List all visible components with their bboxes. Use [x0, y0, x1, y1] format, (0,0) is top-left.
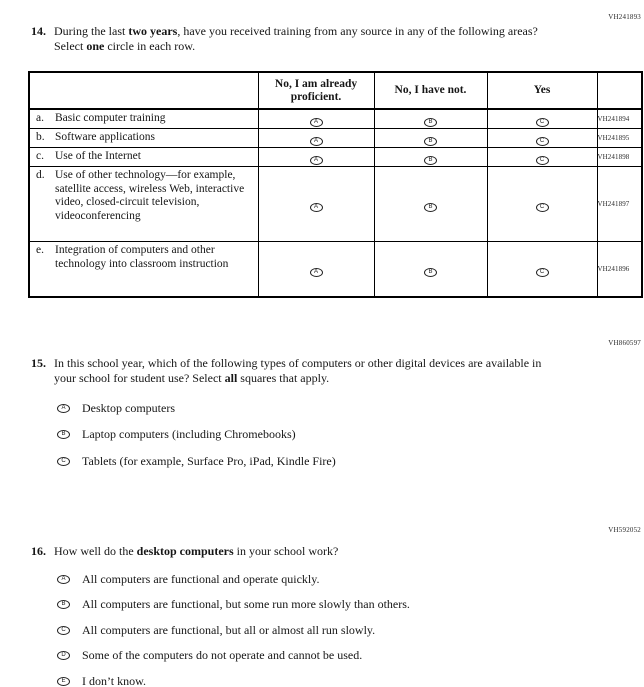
- answer-option: [57, 621, 410, 639]
- table-row: [29, 109, 642, 129]
- option-circle-c[interactable]: C: [536, 137, 549, 146]
- accession-code-q16: VH592052: [608, 526, 641, 534]
- row-letter: c.: [36, 150, 44, 162]
- table-row: [29, 242, 642, 297]
- option-circle-b[interactable]: B: [424, 268, 437, 277]
- header-yes: Yes: [487, 72, 597, 109]
- question-14-number: 14.: [31, 24, 46, 38]
- accession-code-q15: VH860597: [608, 339, 641, 347]
- question-16-number: 16.: [31, 544, 46, 558]
- row-letter: a.: [36, 112, 44, 124]
- question-16-options: [57, 570, 410, 687]
- row-label: Software applications: [55, 131, 155, 143]
- row-letter: d.: [36, 169, 45, 181]
- option-circle-c[interactable]: C: [536, 118, 549, 127]
- answer-option: [57, 399, 336, 417]
- option-label: I don’t know.: [82, 673, 146, 687]
- option-circle-b[interactable]: B: [57, 430, 70, 439]
- row-accession-code: VH241894: [597, 109, 642, 129]
- option-circle-a[interactable]: A: [310, 203, 323, 212]
- option-label: All computers are functional, but all or almost all run slowly.: [82, 622, 376, 637]
- answer-option: [57, 672, 410, 687]
- option-label: All computers are functional and operate quickly.: [82, 571, 320, 586]
- answer-option: [57, 596, 410, 614]
- option-circle-c[interactable]: C: [536, 268, 549, 277]
- accession-code-q14: VH241893: [608, 13, 641, 21]
- row-label: Use of other technology—for example, satellite access, wireless Web, interactive video, closed-circuit television, videoconferencing: [55, 169, 245, 222]
- table-row: [29, 129, 642, 148]
- row-letter: e.: [36, 244, 44, 256]
- header-blank: [29, 72, 258, 109]
- question-15-options: [57, 399, 336, 479]
- row-label: Integration of computers and other technology into classroom instruction: [55, 244, 229, 270]
- row-letter: b.: [36, 131, 45, 143]
- option-circle-b[interactable]: B: [57, 600, 70, 609]
- answer-option: [57, 426, 336, 444]
- question-15-text: In this school year, which of the following types of computers or other digital devices are available in your school for student use? Select all squares that apply.: [54, 356, 542, 385]
- table-row: [29, 167, 642, 242]
- option-circle-b[interactable]: B: [424, 156, 437, 165]
- option-circle-a[interactable]: A: [310, 137, 323, 146]
- question-16-text: How well do the desktop computers in your school work?: [54, 544, 339, 558]
- option-label: Tablets (for example, Surface Pro, iPad, Kindle Fire): [82, 453, 336, 468]
- option-circle-c[interactable]: C: [536, 203, 549, 212]
- header-code-blank: [597, 72, 642, 109]
- table-header-row: [29, 72, 642, 109]
- option-circle-b[interactable]: B: [424, 118, 437, 127]
- row-accession-code: VH241896: [597, 242, 642, 297]
- table-row: [29, 148, 642, 167]
- answer-option: [57, 647, 410, 665]
- option-label: Laptop computers (including Chromebooks): [82, 427, 296, 441]
- option-circle-d[interactable]: D: [57, 651, 70, 660]
- option-circle-e[interactable]: E: [57, 677, 70, 686]
- question-15-number: 15.: [31, 356, 46, 370]
- option-circle-a[interactable]: A: [310, 118, 323, 127]
- row-accession-code: VH241897: [597, 167, 642, 242]
- option-label: Some of the computers do not operate and cannot be used.: [82, 648, 363, 662]
- option-label: Desktop computers: [82, 400, 175, 415]
- option-circle-b[interactable]: B: [424, 203, 437, 212]
- row-accession-code: VH241895: [597, 129, 642, 148]
- option-circle-a[interactable]: A: [310, 156, 323, 165]
- question-14: [31, 24, 559, 54]
- option-circle-a[interactable]: A: [57, 404, 70, 413]
- row-accession-code: VH241898: [597, 148, 642, 167]
- option-circle-c[interactable]: C: [57, 457, 70, 466]
- row-label: Use of the Internet: [55, 150, 141, 162]
- option-circle-a[interactable]: A: [57, 575, 70, 584]
- row-label: Basic computer training: [55, 112, 166, 124]
- answer-option: [57, 570, 410, 588]
- option-label: All computers are functional, but some run more slowly than others.: [82, 597, 410, 611]
- question-15: [31, 356, 559, 386]
- header-already-proficient: No, I am already proficient.: [258, 72, 374, 109]
- header-have-not: No, I have not.: [374, 72, 487, 109]
- question-14-response-table: [28, 71, 643, 298]
- option-circle-c[interactable]: C: [57, 626, 70, 635]
- option-circle-b[interactable]: B: [424, 137, 437, 146]
- answer-option: [57, 452, 336, 470]
- option-circle-c[interactable]: C: [536, 156, 549, 165]
- question-16: [31, 544, 559, 559]
- option-circle-a[interactable]: A: [310, 268, 323, 277]
- question-14-text: During the last two years, have you received training from any source in any of the following areas? Select one circle in each row.: [54, 24, 538, 53]
